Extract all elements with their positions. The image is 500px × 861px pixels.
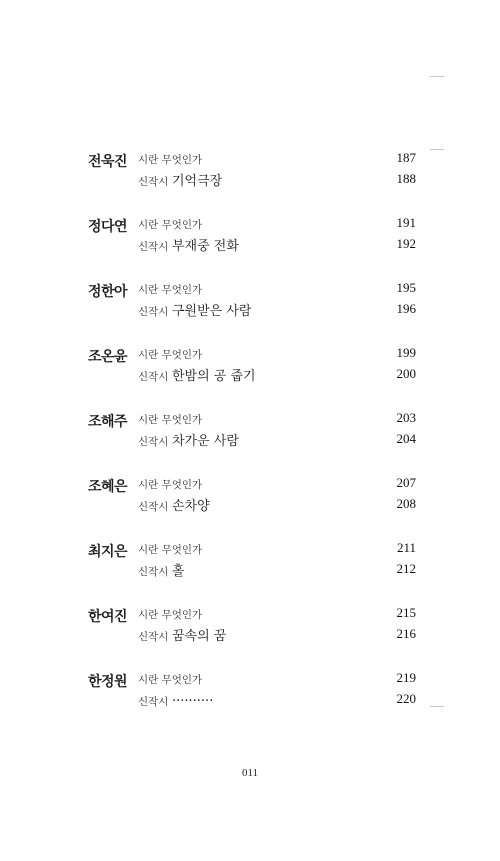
section-label: 시란 무엇인가 xyxy=(138,479,203,491)
toc-line-poem[interactable] xyxy=(138,299,416,319)
section-label: 신작시 xyxy=(138,306,169,318)
page-number: 196 xyxy=(396,301,416,316)
section-label: 시란 무엇인가 xyxy=(138,219,203,231)
toc-entry xyxy=(0,668,500,718)
section-label: 신작시 xyxy=(138,176,169,188)
page-number: 191 xyxy=(396,215,416,230)
page-number: 187 xyxy=(396,150,416,165)
section-label: 신작시 xyxy=(138,436,169,448)
poem-title: 한밤의 공 줍기 xyxy=(172,369,256,384)
poem-title: 부재중 전화 xyxy=(172,239,239,254)
page-number: 195 xyxy=(396,280,416,295)
toc-line-poem[interactable] xyxy=(138,169,416,189)
toc-line-essay[interactable] xyxy=(138,668,416,688)
page-number: 203 xyxy=(396,410,416,425)
section-label: 시란 무엇인가 xyxy=(138,544,203,556)
section-label: 신작시 xyxy=(138,566,169,578)
poem-title: 기억극장 xyxy=(172,174,223,189)
toc-entry xyxy=(0,343,500,393)
toc-line-essay[interactable] xyxy=(138,408,416,428)
toc-entry xyxy=(0,278,500,328)
section-label: 신작시 xyxy=(138,501,169,513)
toc-line-poem[interactable] xyxy=(138,234,416,254)
toc-line-essay[interactable] xyxy=(138,278,416,298)
author-name: 최지은 xyxy=(88,544,128,560)
page-number: 200 xyxy=(396,366,416,381)
toc-line-essay[interactable] xyxy=(138,473,416,493)
toc-line-poem[interactable] xyxy=(138,689,416,709)
toc-entry xyxy=(0,408,500,458)
toc-entry xyxy=(0,603,500,653)
section-label: 시란 무엇인가 xyxy=(138,154,203,166)
author-name: 한여진 xyxy=(88,609,128,625)
toc-line-essay[interactable] xyxy=(138,538,416,558)
toc-line-poem[interactable] xyxy=(138,559,416,579)
toc-line-poem[interactable] xyxy=(138,494,416,514)
section-label: 신작시 xyxy=(138,371,169,383)
page-number: 204 xyxy=(396,431,416,446)
poem-title: 손차양 xyxy=(172,499,210,514)
section-label: 시란 무엇인가 xyxy=(138,674,203,686)
author-name: 전욱진 xyxy=(88,154,128,170)
poem-title: 차가운 사람 xyxy=(172,434,239,449)
toc-entry xyxy=(0,473,500,523)
toc-line-poem[interactable] xyxy=(138,624,416,644)
toc-entry xyxy=(0,213,500,263)
author-name: 정다연 xyxy=(88,219,128,235)
toc-line-essay[interactable] xyxy=(138,213,416,233)
page-number: 215 xyxy=(396,605,416,620)
toc-line-essay[interactable] xyxy=(138,603,416,623)
page-number: 211 xyxy=(396,540,416,555)
section-label: 신작시 xyxy=(138,631,169,643)
author-name: 조해주 xyxy=(88,414,128,430)
poem-title: 홀 xyxy=(172,564,185,579)
edge-mark-top xyxy=(430,76,444,77)
author-name: 정한아 xyxy=(88,284,128,300)
section-label: 시란 무엇인가 xyxy=(138,414,203,426)
poem-title: .......... xyxy=(172,690,214,705)
section-label: 신작시 xyxy=(138,241,169,253)
toc-line-essay[interactable] xyxy=(138,343,416,363)
page-number: 216 xyxy=(396,626,416,641)
toc-line-poem[interactable] xyxy=(138,429,416,449)
page-number: 192 xyxy=(396,236,416,251)
section-label: 신작시 xyxy=(138,696,169,708)
poem-title: 꿈속의 꿈 xyxy=(172,629,227,644)
page-number: 207 xyxy=(396,475,416,490)
folio-page-number: 011 xyxy=(241,767,259,779)
toc-line-essay[interactable] xyxy=(138,148,416,168)
toc-entry xyxy=(0,148,500,198)
page-number: 199 xyxy=(396,345,416,360)
toc-line-poem[interactable] xyxy=(138,364,416,384)
page-number: 212 xyxy=(396,561,416,576)
section-label: 시란 무엇인가 xyxy=(138,609,203,621)
page-number: 220 xyxy=(396,691,416,706)
author-name: 한정원 xyxy=(88,674,128,690)
author-name: 조온윤 xyxy=(88,349,128,365)
page-number: 219 xyxy=(396,670,416,685)
section-label: 시란 무엇인가 xyxy=(138,349,203,361)
section-label: 시란 무엇인가 xyxy=(138,284,203,296)
page-number: 208 xyxy=(396,496,416,511)
page-number: 188 xyxy=(396,171,416,186)
poem-title: 구원받은 사람 xyxy=(172,304,252,319)
author-name: 조혜은 xyxy=(88,479,128,495)
toc-entry xyxy=(0,538,500,588)
